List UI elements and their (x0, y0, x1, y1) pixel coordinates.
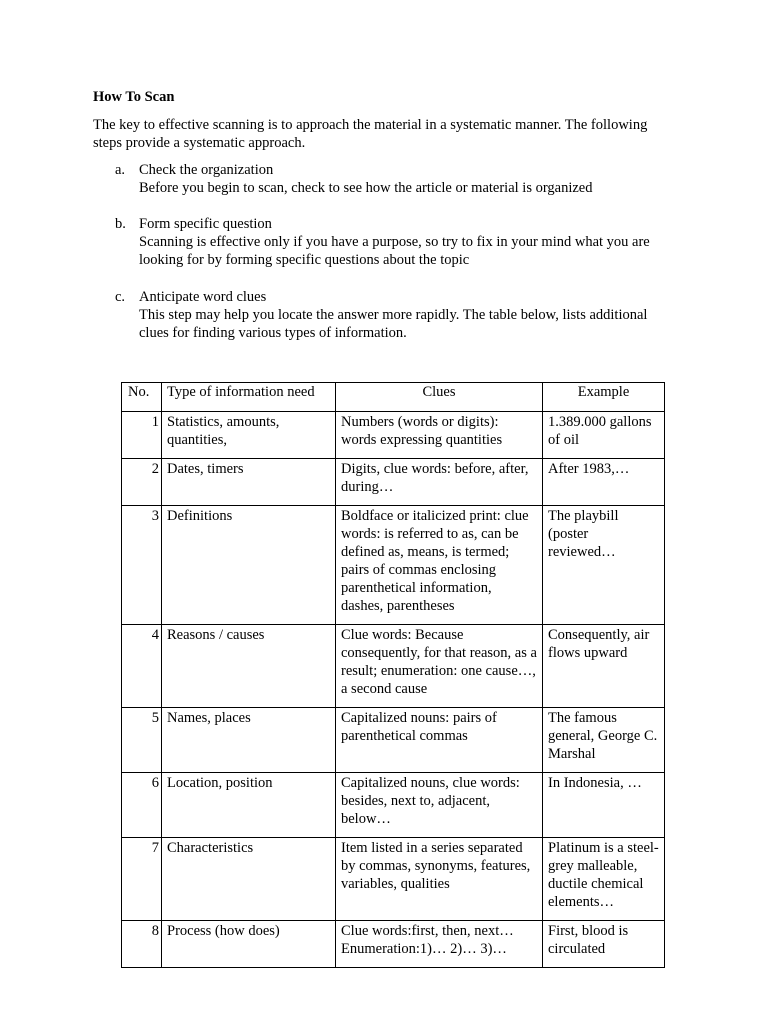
cell-clues: Numbers (words or digits): words expressing quantities (336, 412, 543, 459)
step-heading: Anticipate word clues (139, 289, 267, 305)
cell-clues: Clue words:first, then, next… Enumeration:1)… 2)… 3)… (336, 921, 543, 968)
cell-type: Statistics, amounts, quantities, (162, 412, 336, 459)
cell-type: Definitions (162, 506, 336, 625)
clues-table (121, 382, 665, 968)
header-type: Type of information need (162, 383, 336, 412)
cell-type: Location, position (162, 773, 336, 838)
cell-example: First, blood is circulated (543, 921, 665, 968)
table-row (122, 921, 665, 968)
table-header-row (122, 383, 665, 412)
step-heading: Check the organization (139, 162, 274, 178)
header-no: No. (122, 383, 162, 412)
step-heading: Form specific question (139, 216, 272, 232)
cell-no: 2 (122, 459, 162, 506)
cell-example: In Indonesia, … (543, 773, 665, 838)
table-row (122, 506, 665, 625)
cell-clues: Capitalized nouns: pairs of parenthetical commas (336, 708, 543, 773)
header-clues: Clues (336, 383, 543, 412)
cell-example: The famous general, George C. Marshal (543, 708, 665, 773)
cell-no: 3 (122, 506, 162, 625)
cell-clues: Clue words: Because consequently, for that reason, as a result; enumeration: one cause…, a second cause (336, 625, 543, 708)
cell-no: 5 (122, 708, 162, 773)
cell-no: 7 (122, 838, 162, 921)
cell-no: 6 (122, 773, 162, 838)
cell-type: Dates, timers (162, 459, 336, 506)
table-row (122, 708, 665, 773)
cell-clues: Digits, clue words: before, after, during… (336, 459, 543, 506)
table-row (122, 412, 665, 459)
step-body: This step may help you locate the answer more rapidly. The table below, lists additional clues for finding various types of information. (139, 307, 648, 341)
cell-clues: Boldface or italicized print: clue words: is referred to as, can be defined as, means, is termed; pairs of commas enclosing parenthetical information, dashes, parentheses (336, 506, 543, 625)
cell-no: 8 (122, 921, 162, 968)
table-row (122, 838, 665, 921)
cell-no: 4 (122, 625, 162, 708)
cell-type: Process (how does) (162, 921, 336, 968)
cell-type: Reasons / causes (162, 625, 336, 708)
cell-clues: Capitalized nouns, clue words: besides, next to, adjacent, below… (336, 773, 543, 838)
cell-type: Names, places (162, 708, 336, 773)
cell-type: Characteristics (162, 838, 336, 921)
step-body: Scanning is effective only if you have a purpose, so try to fix in your mind what you are looking for by forming specific questions about the topic (139, 234, 650, 268)
cell-example: Consequently, air flows upward (543, 625, 665, 708)
header-example: Example (543, 383, 665, 412)
cell-example: Platinum is a steel-grey malleable, ductile chemical elements… (543, 838, 665, 921)
cell-example: After 1983,… (543, 459, 665, 506)
document-title: How To Scan (93, 89, 175, 105)
step-letter: b. (115, 216, 126, 232)
step-letter: c. (115, 289, 126, 305)
cell-example: The playbill (poster reviewed… (543, 506, 665, 625)
cell-no: 1 (122, 412, 162, 459)
intro-paragraph: The key to effective scanning is to approach the material in a systematic manner. The following steps provide a systematic approach. (93, 117, 648, 151)
table-row (122, 459, 665, 506)
step-letter: a. (115, 162, 126, 178)
step-body: Before you begin to scan, check to see how the article or material is organized (139, 180, 593, 196)
cell-example: 1.389.000 gallons of oil (543, 412, 665, 459)
table-row (122, 625, 665, 708)
table-row (122, 773, 665, 838)
cell-clues: Item listed in a series separated by commas, synonyms, features, variables, qualities (336, 838, 543, 921)
